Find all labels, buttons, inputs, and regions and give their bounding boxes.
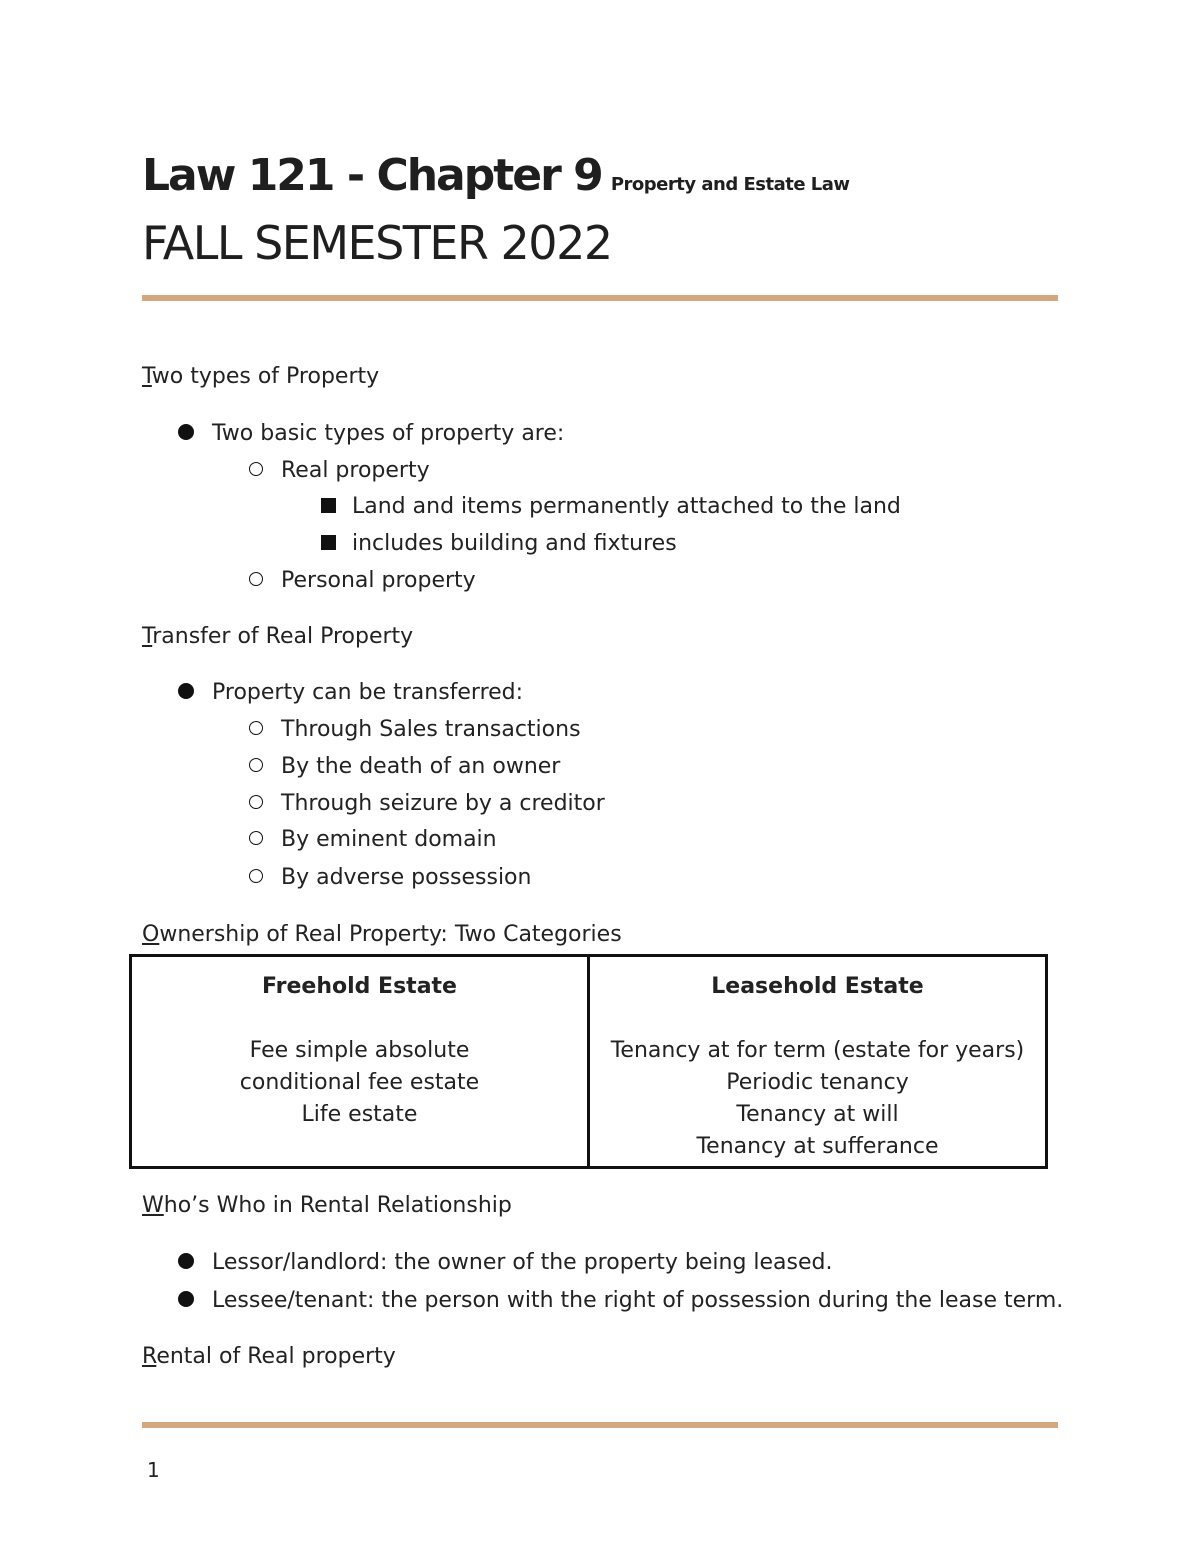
list-item: Lessee/tenant: the person with the right of possession during the lease term.	[178, 1288, 1063, 1313]
list-item: By the death of an owner	[249, 754, 560, 779]
leasehold-cell	[589, 956, 1047, 1168]
header-divider	[142, 295, 1058, 301]
leasehold-item: Periodic tenancy	[726, 1070, 909, 1095]
semester-title: FALL SEMESTER 2022	[142, 216, 612, 270]
footer-divider	[142, 1422, 1058, 1428]
freehold-cell	[131, 956, 589, 1168]
circle-bullet-icon	[249, 869, 263, 883]
leasehold-item: Tenancy at for term (estate for years)	[610, 1038, 1025, 1063]
disc-bullet-icon	[178, 1291, 194, 1307]
circle-bullet-icon	[249, 462, 263, 476]
list-item: Land and items permanently attached to the land	[321, 494, 901, 519]
circle-bullet-icon	[249, 795, 263, 809]
freehold-header: Freehold Estate	[262, 974, 457, 999]
circle-bullet-icon	[249, 572, 263, 586]
square-bullet-icon	[321, 498, 336, 513]
estate-table	[129, 954, 1048, 1169]
list-item: Two basic types of property are:	[178, 421, 564, 446]
disc-bullet-icon	[178, 683, 194, 699]
leasehold-item: Tenancy at sufferance	[696, 1134, 939, 1159]
list-item: Through seizure by a creditor	[249, 791, 605, 816]
list-item: Property can be transferred:	[178, 680, 523, 705]
list-item: Real property	[249, 458, 430, 483]
page-number: 1	[147, 1458, 160, 1482]
chapter-subtitle: Property and Estate Law	[610, 174, 850, 195]
list-item: Personal property	[249, 568, 476, 593]
square-bullet-icon	[321, 535, 336, 550]
section-heading-ownership: Ownership of Real Property: Two Categories	[142, 922, 622, 947]
freehold-item: conditional fee estate	[239, 1070, 480, 1095]
section-heading-transfer: Transfer of Real Property	[142, 624, 414, 649]
freehold-item: Life estate	[301, 1102, 418, 1127]
freehold-item: Fee simple absolute	[249, 1038, 470, 1063]
list-item: By adverse possession	[249, 865, 531, 890]
circle-bullet-icon	[249, 831, 263, 845]
list-item: By eminent domain	[249, 827, 497, 852]
document-title	[142, 150, 850, 201]
section-heading-whos-who: Who’s Who in Rental Relationship	[142, 1193, 512, 1218]
circle-bullet-icon	[249, 721, 263, 735]
circle-bullet-icon	[249, 758, 263, 772]
leasehold-header: Leasehold Estate	[711, 974, 924, 999]
section-heading-types: Two types of Property	[142, 364, 380, 389]
course-chapter-title: Law 121 - Chapter 9	[142, 150, 602, 201]
disc-bullet-icon	[178, 424, 194, 440]
leasehold-item: Tenancy at will	[736, 1102, 899, 1127]
list-item: Through Sales transactions	[249, 717, 581, 742]
disc-bullet-icon	[178, 1253, 194, 1269]
section-heading-rental: Rental of Real property	[142, 1344, 396, 1369]
list-item: Lessor/landlord: the owner of the property being leased.	[178, 1250, 832, 1275]
list-item: includes building and fixtures	[321, 531, 677, 556]
